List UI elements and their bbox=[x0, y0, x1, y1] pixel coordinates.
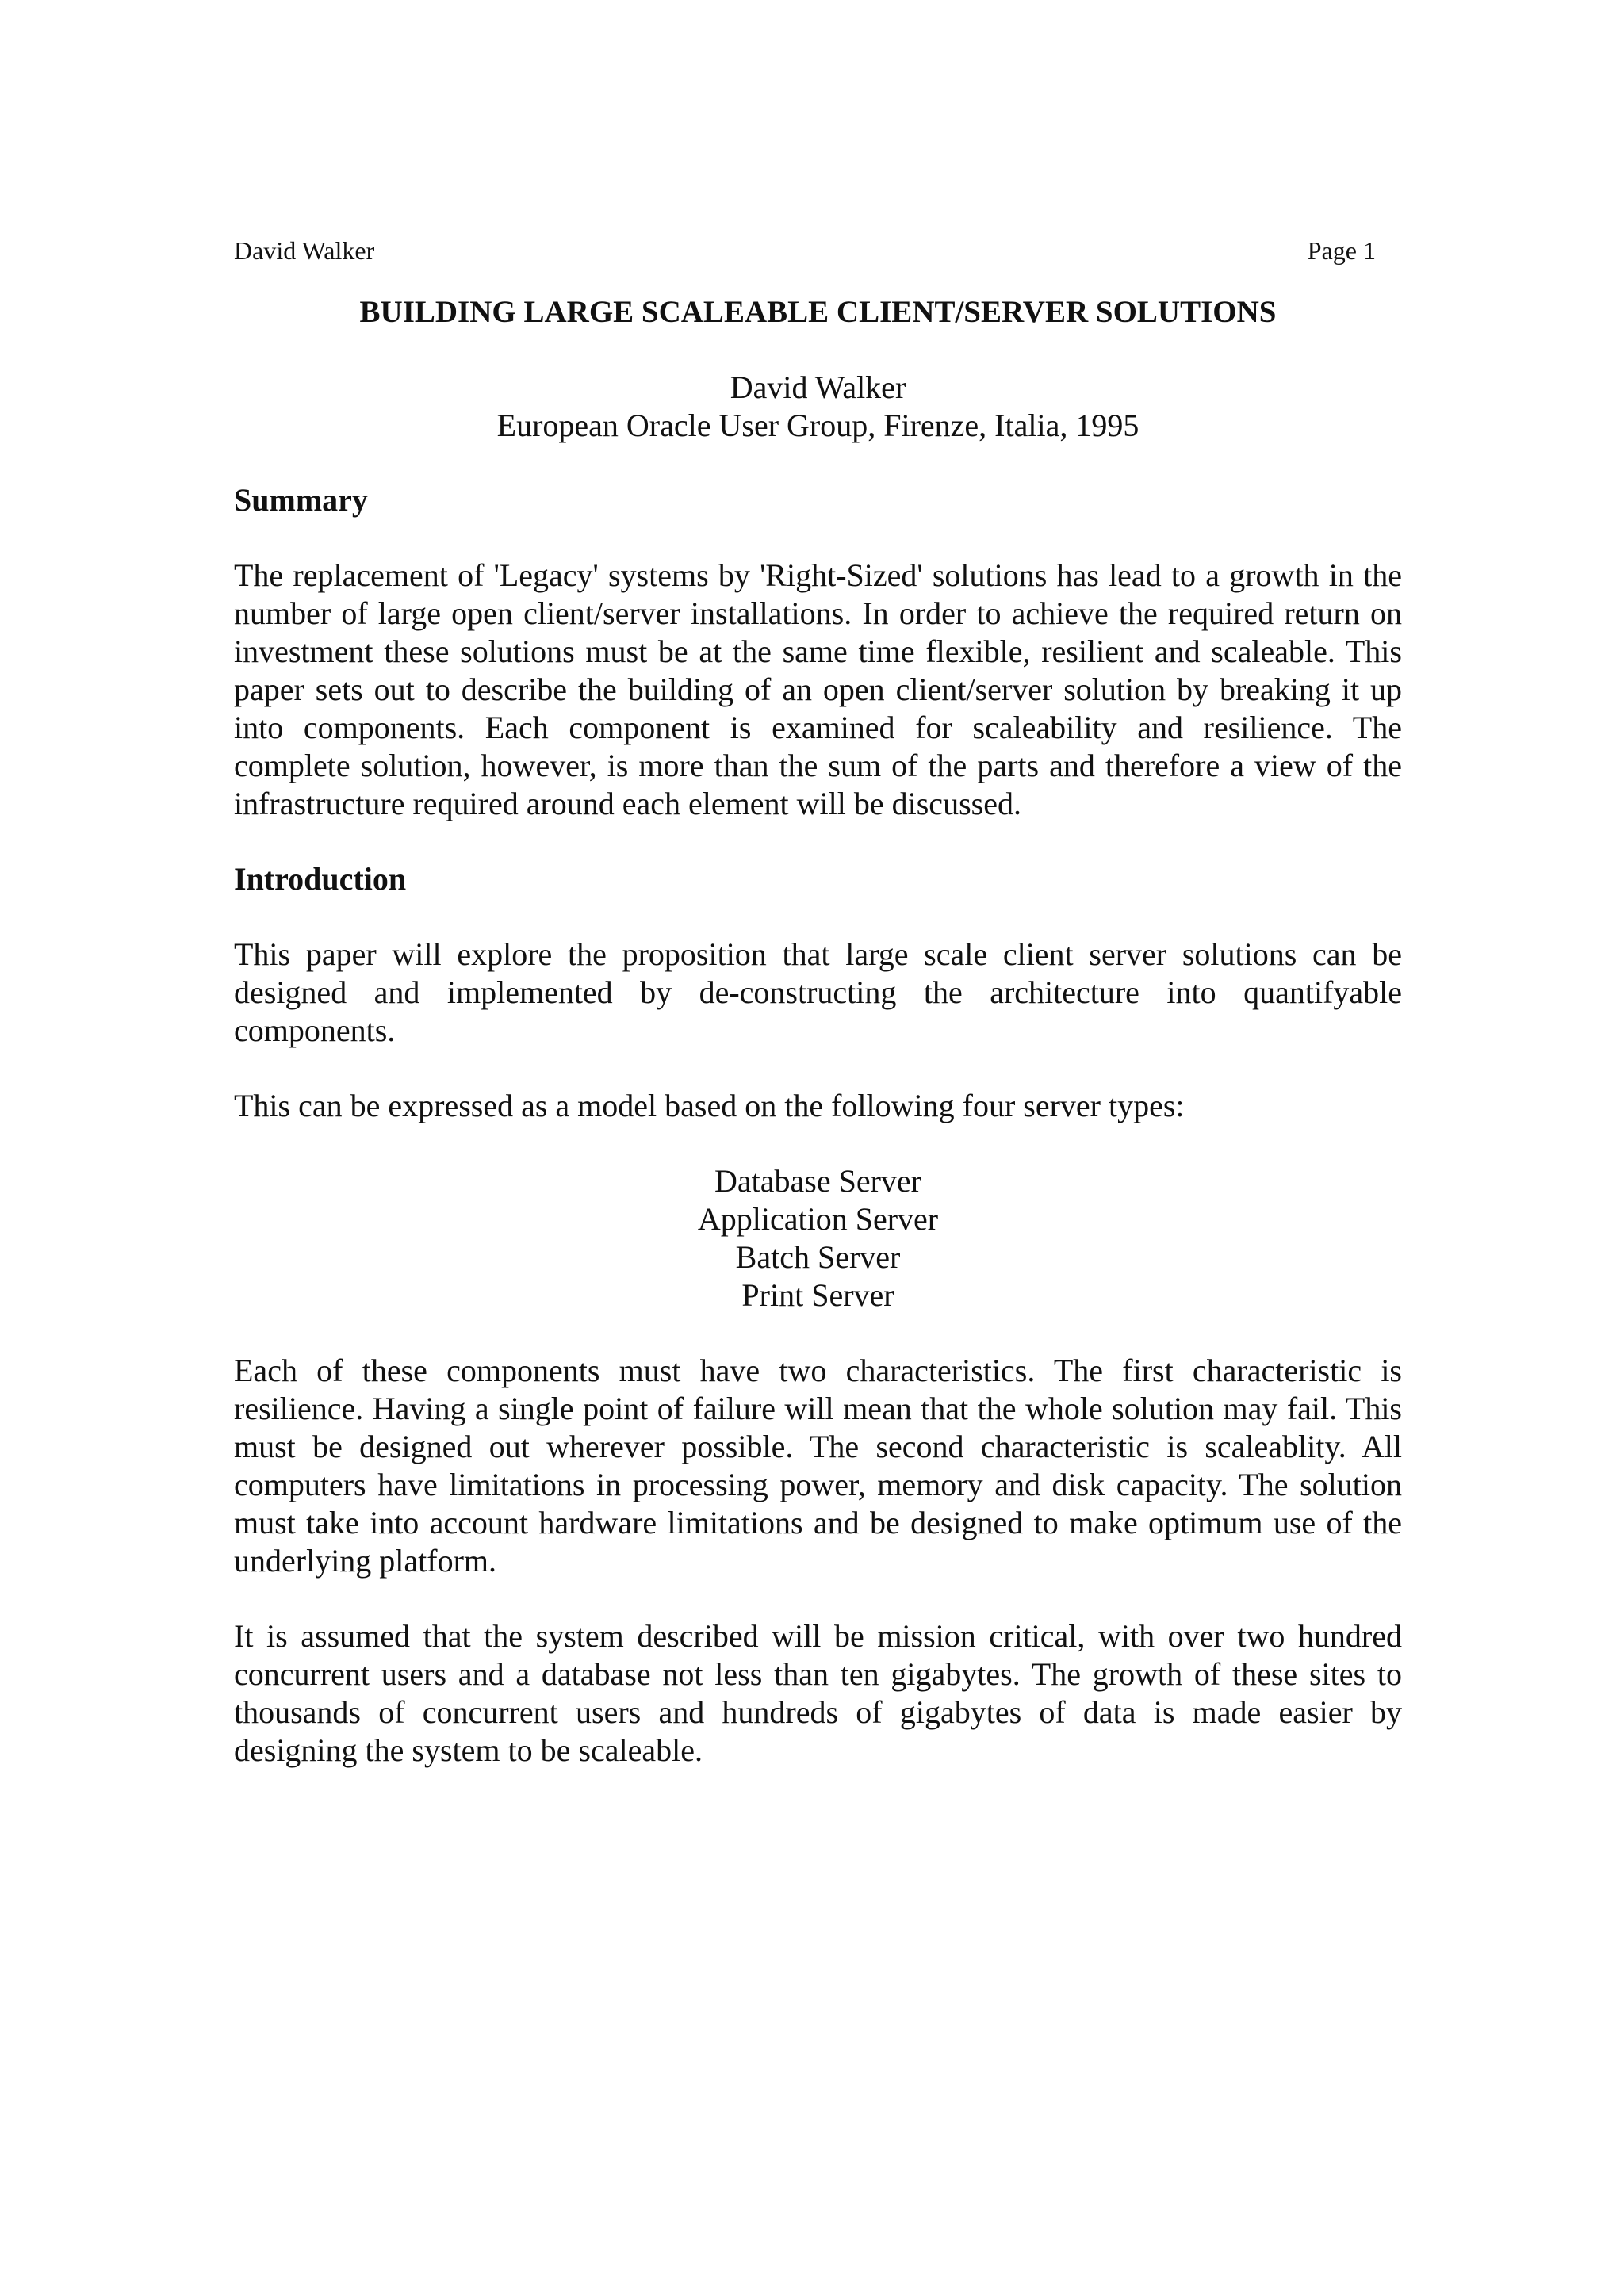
page-number: Page 1 bbox=[1307, 236, 1376, 265]
header-author: David Walker bbox=[234, 236, 375, 265]
introduction-paragraph-3: Each of these components must have two characteristics. The first characteristic is resilience. Having a single point of failure will mean that the whole solution may fail. This must be designed out wherever possible. The second characteristic is scaleablity. All computers have limitations in processing power, memory and disk capacity. The solution must take into account hardware limitations and be designed to make optimum use of the underlying platform. bbox=[234, 1353, 1402, 1578]
byline bbox=[234, 369, 1402, 445]
byline-author: David Walker bbox=[730, 369, 906, 405]
introduction-heading: Introduction bbox=[234, 861, 407, 897]
server-type-item: Database Server bbox=[714, 1163, 921, 1199]
introduction-paragraph-1: This paper will explore the proposition that large scale client server solutions can be designed and implemented by de-constructing the architecture into quantifyable components. bbox=[234, 936, 1402, 1048]
server-type-item: Print Server bbox=[741, 1277, 894, 1313]
document-title: BUILDING LARGE SCALEABLE CLIENT/SERVER SOLUTIONS bbox=[359, 295, 1277, 329]
introduction-paragraph-2: This can be expressed as a model based on the following four server types: bbox=[234, 1088, 1185, 1123]
server-type-item: Application Server bbox=[697, 1201, 939, 1237]
byline-venue: European Oracle User Group, Firenze, Italia, 1995 bbox=[496, 408, 1139, 443]
server-type-list bbox=[234, 1162, 1402, 1314]
running-header bbox=[234, 235, 1376, 266]
document-body bbox=[234, 293, 1402, 1770]
introduction-paragraph-4: It is assumed that the system described will be mission critical, with over two hundred concurrent users and a database not less than ten gigabytes. The growth of these sites to thousands of concurrent users and hundreds of gigabytes of data is made easier by designing the system to be scaleable. bbox=[234, 1618, 1402, 1768]
summary-heading: Summary bbox=[234, 482, 368, 518]
summary-paragraph: The replacement of 'Legacy' systems by 'Right-Sized' solutions has lead to a growth in the number of large open client/server installations. In order to achieve the required return on investment these solutions must be at the same time flexible, resilient and scaleable. This paper sets out to describe the building of an open client/server solution by breaking it up into components. Each component is examined for scaleability and resilience. The complete solution, however, is more than the sum of the parts and therefore a view of the infrastructure required around each element will be discussed. bbox=[234, 557, 1402, 821]
server-type-item: Batch Server bbox=[735, 1239, 901, 1275]
